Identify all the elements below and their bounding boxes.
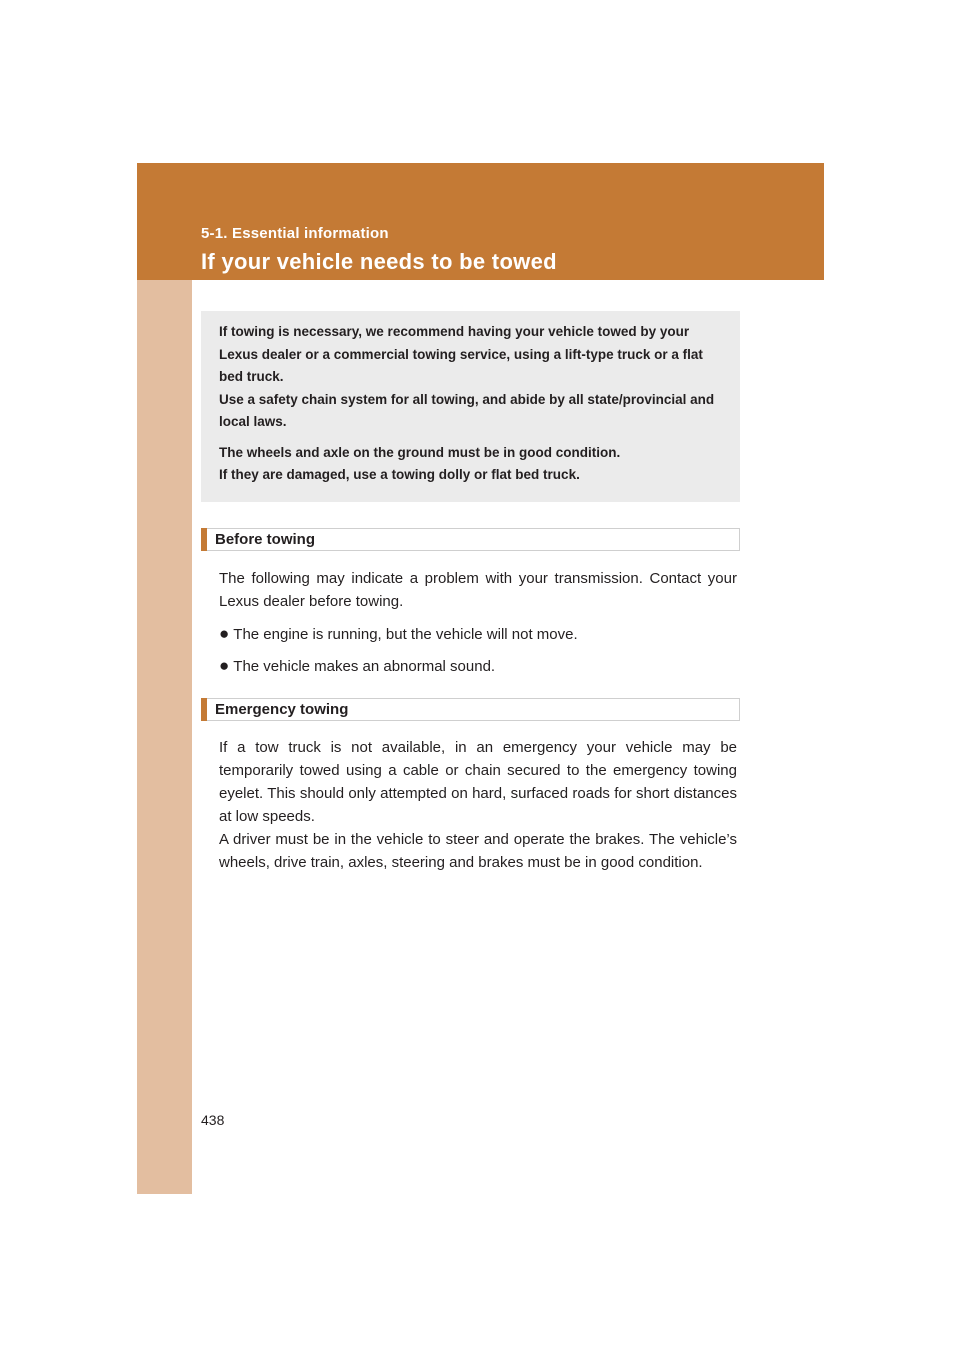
before-towing-text — [219, 567, 737, 613]
emergency-towing-paragraph: A driver must be in the vehicle to steer and operate the brakes. The vehicle’s wheels, drive train, axles, steering and brakes must be in good condition. — [219, 831, 737, 871]
emergency-towing-text — [219, 736, 737, 874]
bullet-icon: ● — [219, 656, 230, 675]
subheading-accent-bar — [201, 528, 207, 551]
intro-paragraph: If they are damaged, use a towing dolly or flat bed truck. — [219, 467, 580, 482]
list-item — [219, 622, 737, 646]
page-number: 438 — [201, 1112, 225, 1128]
emergency-towing-paragraph: If a tow truck is not available, in an emergency your vehicle may be temporarily towed using a cable or chain secured to the emergency towing eyelet. This should only attempted on hard, surfaced roads for short distances at low speeds. — [219, 739, 737, 825]
list-item-text: The vehicle makes an abnormal sound. — [233, 658, 496, 675]
subheading-emergency-towing — [207, 698, 740, 721]
list-item — [219, 654, 737, 678]
side-strip — [137, 280, 192, 1194]
before-towing-paragraph: The following may indicate a problem with your transmission. Contact your Lexus dealer before towing. — [219, 570, 737, 610]
list-item-text: The engine is running, but the vehicle will not move. — [233, 626, 578, 643]
subheading-label: Before towing — [215, 531, 315, 548]
subheading-label: Emergency towing — [215, 701, 349, 718]
intro-paragraph: If towing is necessary, we recommend having your vehicle towed by your Lexus dealer or a commercial towing service, using a lift-type truck or a flat bed truck. — [219, 324, 703, 384]
intro-box — [201, 311, 740, 502]
bullet-icon: ● — [219, 624, 230, 643]
intro-paragraph: Use a safety chain system for all towing, and abide by all state/provincial and local laws. — [219, 391, 715, 429]
subheading-accent-bar — [201, 698, 207, 721]
intro-paragraph: The wheels and axle on the ground must be in good condition. — [219, 444, 621, 460]
intro-content — [219, 321, 719, 487]
page-title: If your vehicle needs to be towed — [201, 249, 557, 274]
section-label: 5-1. Essential information — [201, 225, 389, 242]
subheading-before-towing — [207, 528, 740, 551]
